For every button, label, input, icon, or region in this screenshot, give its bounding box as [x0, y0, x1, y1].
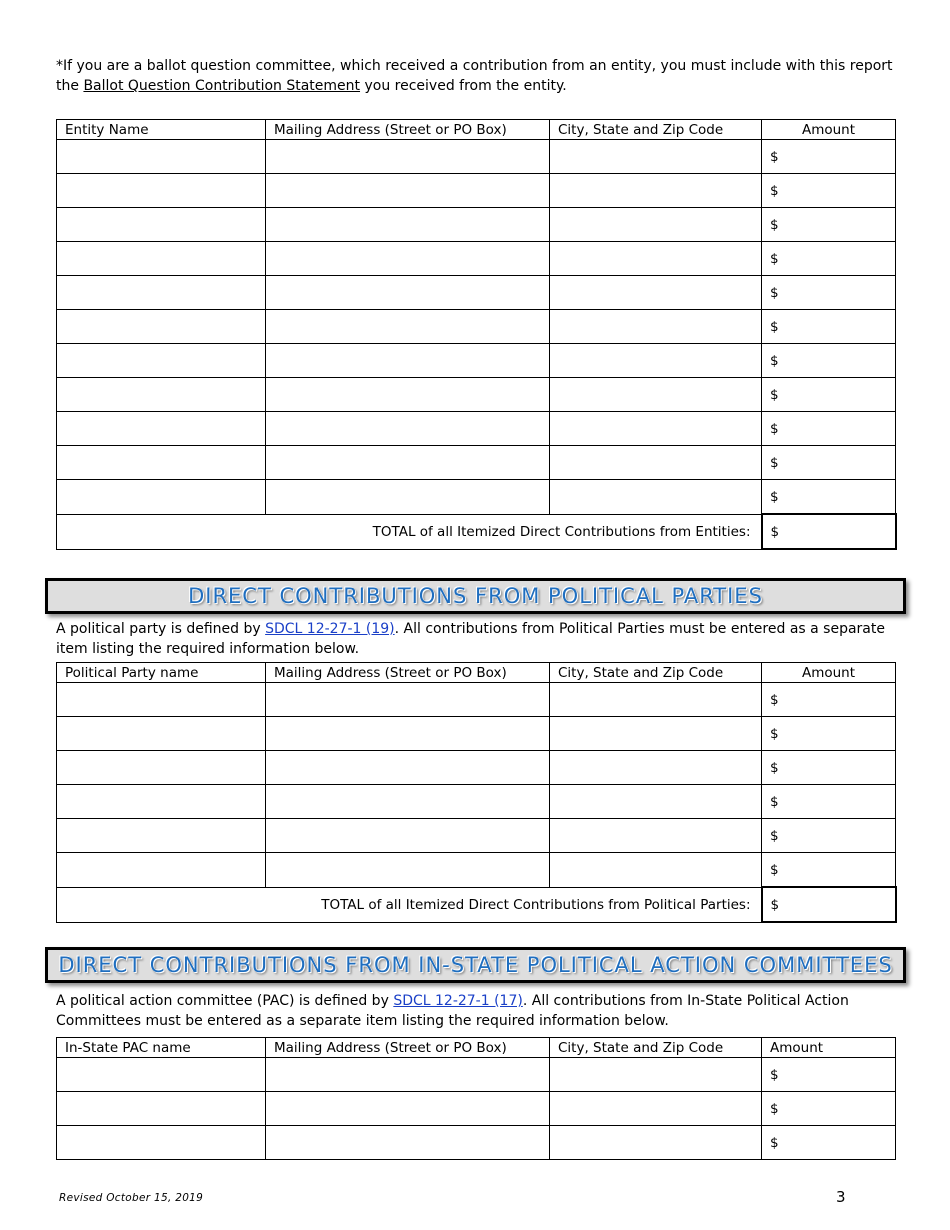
sdcl-12-27-1-17-link[interactable]: SDCL 12-27-1 (17): [393, 993, 523, 1009]
amount-field[interactable]: [762, 344, 896, 378]
dollar-sign: $: [770, 148, 779, 165]
political-parties-table: [56, 662, 897, 923]
mailing-address-field[interactable]: [266, 446, 550, 480]
mailing-address-field[interactable]: [266, 1126, 550, 1160]
mailing-address-field[interactable]: [266, 819, 550, 853]
table-row: [57, 412, 896, 446]
intro-line-2-post: you received from the entity.: [364, 78, 567, 94]
dollar-sign: $: [770, 691, 779, 708]
intro-line-2-pre: the: [56, 78, 79, 94]
name-field[interactable]: [57, 751, 266, 785]
mailing-address-field[interactable]: [266, 480, 550, 515]
amount-field[interactable]: [762, 208, 896, 242]
dollar-sign: $: [770, 386, 779, 403]
mailing-address-field[interactable]: [266, 1092, 550, 1126]
city-state-zip-field[interactable]: [550, 310, 762, 344]
table-row: [57, 1126, 896, 1160]
dollar-sign: $: [770, 725, 779, 742]
city-state-zip-field[interactable]: [550, 174, 762, 208]
desc-pre: A political action committee (PAC) is defined by: [56, 993, 389, 1009]
amount-field[interactable]: [762, 480, 896, 515]
name-field[interactable]: [57, 717, 266, 751]
name-field[interactable]: [57, 412, 266, 446]
intro-note: [56, 56, 896, 96]
dollar-sign: $: [770, 488, 779, 505]
amount-field[interactable]: [762, 717, 896, 751]
in-state-pac-rows: [57, 1058, 896, 1160]
amount-field[interactable]: [762, 683, 896, 717]
dollar-sign: $: [770, 352, 779, 369]
total-amount-field[interactable]: [762, 887, 896, 922]
ballot-question-statement-link[interactable]: Ballot Question Contribution Statement: [83, 78, 361, 94]
political-parties-description: [56, 619, 896, 659]
city-state-zip-field[interactable]: [550, 1126, 762, 1160]
amount-field[interactable]: [762, 1092, 896, 1126]
amount-field[interactable]: [762, 446, 896, 480]
name-field[interactable]: [57, 276, 266, 310]
revision-date: Revised October 15, 2019: [59, 1192, 204, 1204]
name-field[interactable]: [57, 1092, 266, 1126]
dollar-sign: $: [770, 182, 779, 199]
mailing-address-field[interactable]: [266, 174, 550, 208]
city-state-zip-field[interactable]: [550, 242, 762, 276]
col-header-city-state-zip: City, State and Zip Code: [550, 120, 762, 140]
dollar-sign: $: [770, 1134, 779, 1151]
intro-line-2: [56, 76, 896, 96]
dollar-sign: $: [770, 1066, 779, 1083]
desc-pre: A political party is defined by: [56, 621, 261, 637]
col-header-mailing-address: Mailing Address (Street or PO Box): [266, 1038, 550, 1058]
in-state-pac-banner: DIRECT CONTRIBUTIONS FROM IN-STATE POLITICAL ACTION COMMITTEES: [45, 947, 906, 983]
amount-field[interactable]: [762, 174, 896, 208]
in-state-pac-table: [56, 1037, 896, 1160]
dollar-sign: $: [770, 523, 780, 540]
dollar-sign: $: [770, 793, 779, 810]
mailing-address-field[interactable]: [266, 140, 550, 174]
name-field[interactable]: [57, 853, 266, 888]
name-field[interactable]: [57, 174, 266, 208]
amount-field[interactable]: [762, 378, 896, 412]
dollar-sign: $: [770, 827, 779, 844]
amount-field[interactable]: [762, 1058, 896, 1092]
name-field[interactable]: [57, 819, 266, 853]
col-header-mailing-address: Mailing Address (Street or PO Box): [266, 120, 550, 140]
table-row: [57, 276, 896, 310]
city-state-zip-field[interactable]: [550, 683, 762, 717]
table-row: [57, 344, 896, 378]
table-row: [57, 140, 896, 174]
city-state-zip-field[interactable]: [550, 208, 762, 242]
mailing-address-field[interactable]: [266, 310, 550, 344]
table-row: [57, 853, 896, 888]
table-row: [57, 480, 896, 515]
amount-field[interactable]: [762, 140, 896, 174]
amount-field[interactable]: [762, 412, 896, 446]
mailing-address-field[interactable]: [266, 242, 550, 276]
dollar-sign: $: [770, 284, 779, 301]
dollar-sign: $: [770, 759, 779, 776]
city-state-zip-field[interactable]: [550, 344, 762, 378]
name-field[interactable]: [57, 480, 266, 515]
name-field[interactable]: [57, 208, 266, 242]
page-number: 3: [836, 1188, 846, 1206]
mailing-address-field[interactable]: [266, 853, 550, 888]
table-row: [57, 174, 896, 208]
col-header-party-name: Political Party name: [57, 663, 266, 683]
name-field[interactable]: [57, 242, 266, 276]
dollar-sign: $: [770, 896, 780, 913]
total-amount-field[interactable]: [762, 514, 896, 549]
table-header-row: [57, 120, 896, 140]
total-label: TOTAL of all Itemized Direct Contributions from Entities:: [57, 514, 762, 549]
amount-field[interactable]: [762, 751, 896, 785]
city-state-zip-field[interactable]: [550, 412, 762, 446]
col-header-mailing-address: Mailing Address (Street or PO Box): [266, 663, 550, 683]
col-header-amount: Amount: [762, 1038, 896, 1058]
amount-field[interactable]: [762, 1126, 896, 1160]
city-state-zip-field[interactable]: [550, 140, 762, 174]
intro-line-1: *If you are a ballot question committee, which received a contribution from an entity, you must include with this report: [56, 58, 893, 74]
amount-field[interactable]: [762, 242, 896, 276]
name-field[interactable]: [57, 1058, 266, 1092]
in-state-pac-description: [56, 991, 896, 1031]
desc-post: . All contributions from In-State Political Action Committees must be entered as a separate item listing the required information below.: [56, 993, 849, 1029]
col-header-amount: Amount: [762, 663, 896, 683]
mailing-address-field[interactable]: [266, 344, 550, 378]
name-field[interactable]: [57, 310, 266, 344]
amount-field[interactable]: [762, 310, 896, 344]
col-header-city-state-zip: City, State and Zip Code: [550, 1038, 762, 1058]
table-row: [57, 242, 896, 276]
dollar-sign: $: [770, 1100, 779, 1117]
mailing-address-field[interactable]: [266, 412, 550, 446]
city-state-zip-field[interactable]: [550, 446, 762, 480]
mailing-address-field[interactable]: [266, 785, 550, 819]
table-row: [57, 751, 896, 785]
table-row: [57, 1092, 896, 1126]
city-state-zip-field[interactable]: [550, 819, 762, 853]
total-label: TOTAL of all Itemized Direct Contributions from Political Parties:: [57, 887, 762, 922]
city-state-zip-field[interactable]: [550, 378, 762, 412]
city-state-zip-field[interactable]: [550, 276, 762, 310]
mailing-address-field[interactable]: [266, 751, 550, 785]
city-state-zip-field[interactable]: [550, 480, 762, 515]
col-header-pac-name: In-State PAC name: [57, 1038, 266, 1058]
mailing-address-field[interactable]: [266, 276, 550, 310]
dollar-sign: $: [770, 454, 779, 471]
mailing-address-field[interactable]: [266, 378, 550, 412]
city-state-zip-field[interactable]: [550, 1058, 762, 1092]
total-row: [57, 514, 896, 549]
table-row: [57, 819, 896, 853]
amount-field[interactable]: [762, 785, 896, 819]
sdcl-12-27-1-19-link[interactable]: SDCL 12-27-1 (19): [265, 621, 395, 637]
table-row: [57, 310, 896, 344]
name-field[interactable]: [57, 140, 266, 174]
mailing-address-field[interactable]: [266, 208, 550, 242]
mailing-address-field[interactable]: [266, 1058, 550, 1092]
dollar-sign: $: [770, 420, 779, 437]
city-state-zip-field[interactable]: [550, 751, 762, 785]
city-state-zip-field[interactable]: [550, 717, 762, 751]
col-header-city-state-zip: City, State and Zip Code: [550, 663, 762, 683]
col-header-amount: Amount: [762, 120, 896, 140]
table-row: [57, 785, 896, 819]
dollar-sign: $: [770, 861, 779, 878]
name-field[interactable]: [57, 683, 266, 717]
table-header-row: [57, 663, 896, 683]
amount-field[interactable]: [762, 853, 896, 888]
name-field[interactable]: [57, 378, 266, 412]
name-field[interactable]: [57, 446, 266, 480]
name-field[interactable]: [57, 785, 266, 819]
table-row: [57, 717, 896, 751]
entities-table: [56, 119, 897, 550]
political-parties-rows: [57, 683, 896, 888]
table-row: [57, 683, 896, 717]
name-field[interactable]: [57, 1126, 266, 1160]
dollar-sign: $: [770, 216, 779, 233]
table-row: [57, 1058, 896, 1092]
desc-post: . All contributions from Political Parties must be entered as a separate item listing the required information below.: [56, 621, 885, 657]
city-state-zip-field[interactable]: [550, 853, 762, 888]
political-parties-banner: DIRECT CONTRIBUTIONS FROM POLITICAL PARTIES: [45, 578, 906, 614]
amount-field[interactable]: [762, 819, 896, 853]
city-state-zip-field[interactable]: [550, 785, 762, 819]
table-row: [57, 208, 896, 242]
dollar-sign: $: [770, 318, 779, 335]
dollar-sign: $: [770, 250, 779, 267]
table-row: [57, 378, 896, 412]
total-row: [57, 887, 896, 922]
col-header-entity-name: Entity Name: [57, 120, 266, 140]
table-row: [57, 446, 896, 480]
city-state-zip-field[interactable]: [550, 1092, 762, 1126]
mailing-address-field[interactable]: [266, 683, 550, 717]
entities-rows: [57, 140, 896, 515]
name-field[interactable]: [57, 344, 266, 378]
mailing-address-field[interactable]: [266, 717, 550, 751]
amount-field[interactable]: [762, 276, 896, 310]
table-header-row: [57, 1038, 896, 1058]
